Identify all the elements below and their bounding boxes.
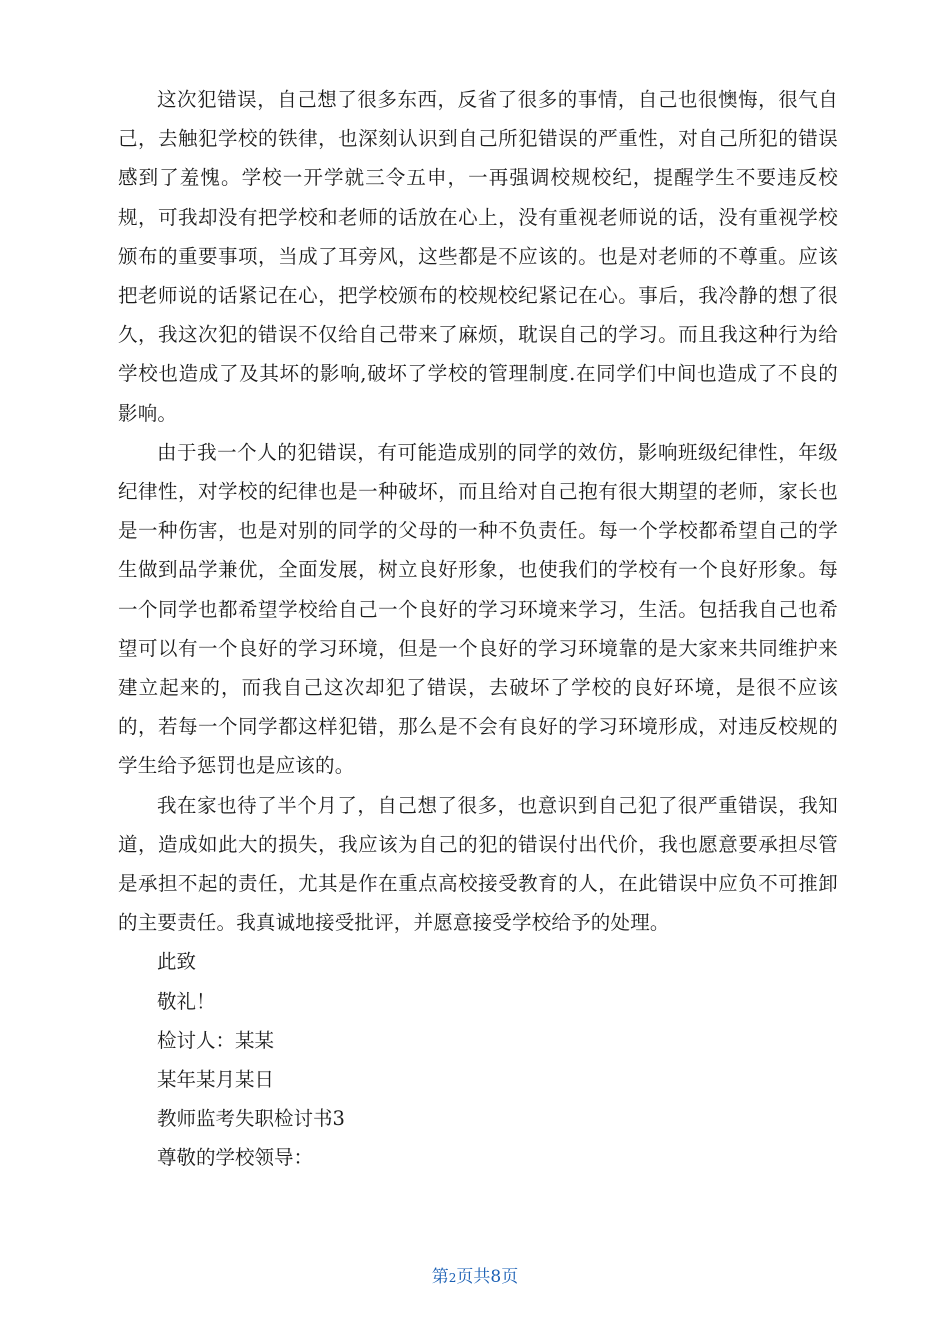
closing-respect: 敬礼！: [157, 989, 216, 1013]
document-body: [118, 80, 838, 1178]
footer-prefix: 第: [431, 1267, 449, 1287]
paragraph-3: 我在家也待了半个月了，自己想了很多，也意识到自己犯了很严重错误，我知道，造成如此大的损失，我应该为自己的犯的错误付出代价，我也愿意要承担尽管是承担不起的责任，尤其是作在重点高校接受教育的人，在此错误中应负不可推卸的主要责任。我真诚地接受批评，并愿意接受学校给予的处理。: [118, 793, 838, 935]
footer-middle: 页共: [456, 1267, 491, 1287]
paragraph-1: 这次犯错误，自己想了很多东西，反省了很多的事情，自己也很懊悔，很气自己，去触犯学校的铁律，也深刻认识到自己所犯错误的严重性，对自己所犯的错误感到了羞愧。学校一开学就三令五申，一再强调校规校纪，提醒学生不要违反校规，可我却没有把学校和老师的话放在心上，没有重视老师说的话，没有重视学校颁布的重要事项，当成了耳旁风，这些都是不应该的。也是对老师的不尊重。应该把老师说的话紧记在心，把学校颁布的校规校纪紧记在心。事后，我冷静的想了很久，我这次犯的错误不仅给自己带来了麻烦，耽误自己的学习。而且我这种行为给学校也造成了及其坏的影响,破坏了学校的管理制度.在同学们中间也造成了不良的影响。: [118, 88, 838, 425]
footer-current-page: 2: [448, 1271, 457, 1285]
date-line: 某年某月某日: [157, 1068, 275, 1092]
next-section-title: 教师监考失职检讨书3: [157, 1107, 345, 1131]
footer-total-pages: 8: [490, 1267, 502, 1287]
signer-line: 检讨人：某某: [157, 1028, 275, 1052]
next-section-greeting: 尊敬的学校领导：: [157, 1146, 314, 1170]
paragraph-2: 由于我一个人的犯错误，有可能造成别的同学的效仿，影响班级纪律性，年级纪律性，对学校的纪律也是一种破坏，而且给对自己抱有很大期望的老师，家长也是一种伤害，也是对别的同学的父母的一种不负责任。每一个学校都希望自己的学生做到品学兼优，全面发展，树立良好形象，也使我们的学校有一个良好形象。每一个同学也都希望学校给自己一个良好的学习环境来学习，生活。包括我自己也希望可以有一个良好的学习环境，但是一个良好的学习环境靠的是大家来共同维护来建立起来的，而我自己这次却犯了错误，去破坏了学校的良好环境，是很不应该的，若每一个同学都这样犯错，那么是不会有良好的学习环境形成，对违反校规的学生给予惩罚也是应该的。: [118, 440, 838, 778]
page-footer: [0, 1265, 950, 1290]
footer-suffix: 页: [501, 1267, 519, 1287]
closing-salutation: 此致: [157, 950, 197, 974]
